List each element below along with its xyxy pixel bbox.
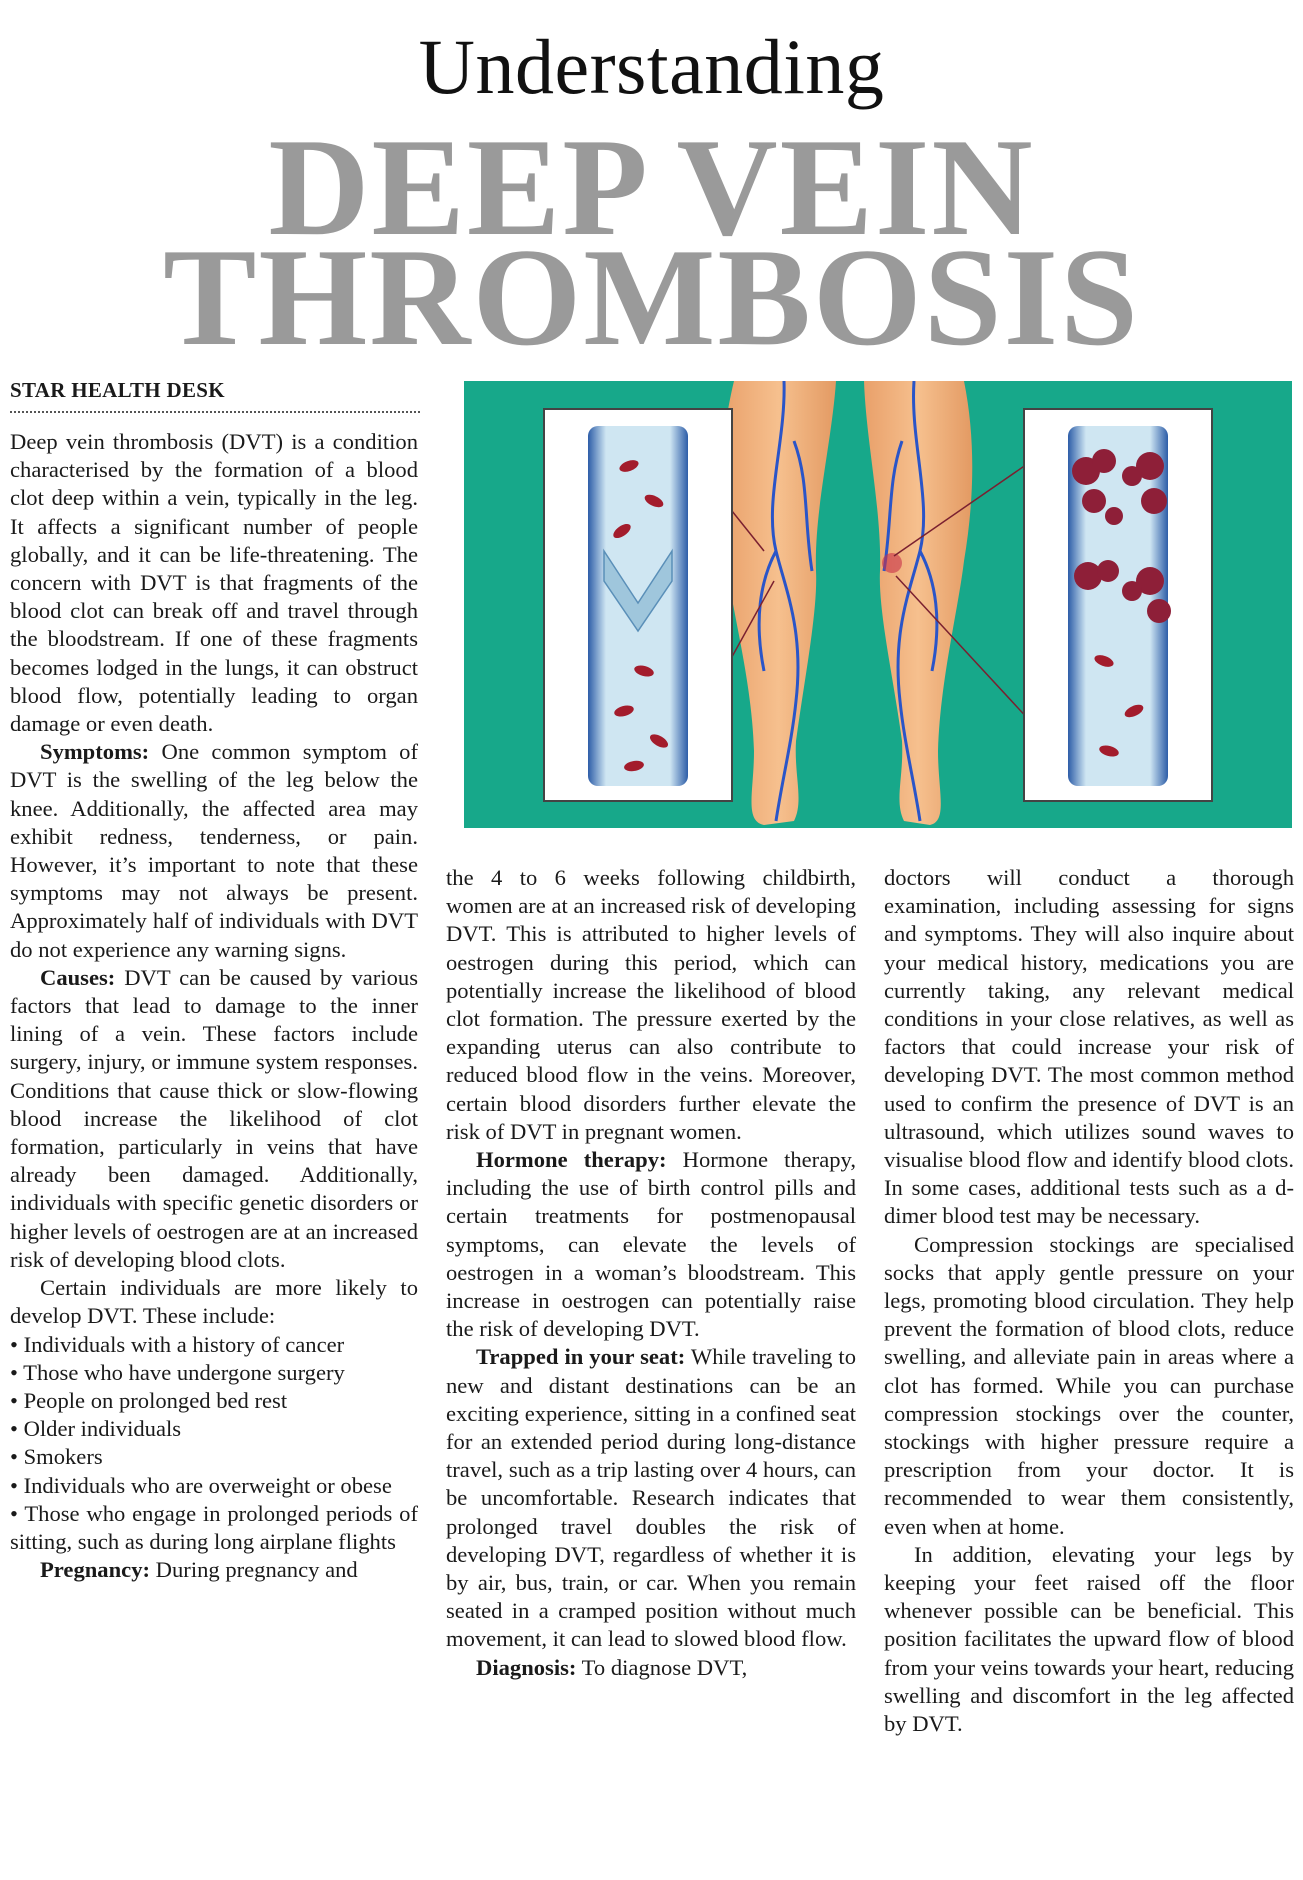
hormone-text: Hormone therapy, including the use of birth control pills and certain treatments for postmenopausal symptoms, can elevate the levels of oestrogen in a woman’s bloodstream. This increase in oestrogen can potentially raise the risk of developing DVT. [446, 1147, 857, 1342]
pregnancy-paragraph-cont: the 4 to 6 weeks following childbirth, women are at an increased risk of developing DVT. This is attributed to higher levels of oestrogen during this period, which can potentially increase the likelihood of blood clot formation. The pressure exerted by the expanding uterus can also contribute to reduced blood flow in the veins. Moreover, certain blood disorders further elevate the risk of DVT in pregnant women. [446, 865, 856, 1144]
hormone-paragraph [446, 1146, 856, 1343]
risk-intro: Certain individuals are more likely to develop DVT. These include: [10, 1275, 418, 1329]
pregnancy-paragraph-start [10, 1556, 418, 1584]
illustration-panel [464, 381, 1292, 828]
symptoms-label: Symptoms: [40, 739, 150, 765]
elevate-paragraph: In addition, elevating your legs by keeping your feet raised off the floor whenever possible can be beneficial. This position facilitates the upward flow of blood from your veins towards your heart, reducing swelling and discomfort in the leg affected by DVT. [884, 1541, 1294, 1737]
clot-spot [882, 553, 902, 573]
stockings-paragraph: Compression stockings are specialised socks that apply gentle pressure on your legs, promoting blood circulation. They help prevent the formation of blood clots, reduce swelling, and alleviate pain in areas where a clot has formed. While you can purchase compression stockings over the counter, stockings with higher pressure require a prescription from your doctor. It is recommended to wear them consistently, even when at home. [884, 1231, 1294, 1539]
list-item: • People on prolonged bed rest [10, 1387, 418, 1415]
byline: STAR HEALTH DESK [10, 378, 420, 413]
diagnosis-paragraph-start [446, 1654, 856, 1682]
diagnosis-paragraph-cont: doctors will conduct a thorough examination, including assessing for signs and symptoms. They will also inquire about your medical history, medications you are currently taking, any relevant medical conditions in your close relatives, as well as factors that could increase your risk of developing DVT. The most common method used to confirm the presence of DVT is an ultrasound, which utilizes sound waves to visualise blood flow and identify blood clots. In some cases, additional tests such as a d-dimer blood test may be necessary. [884, 865, 1294, 1229]
seat-label: Trapped in your seat: [476, 1344, 686, 1370]
list-item: • Older individuals [10, 1415, 418, 1443]
symptoms-text: One common symptom of DVT is the swelling of the leg below the knee. Additionally, the affected area may exhibit redness, tenderness, or pain. However, it’s important to note that these symptoms may not always be present. Approximately half of individuals with DVT do not experience any warning signs. [10, 739, 418, 962]
causes-paragraph [10, 964, 418, 1274]
diagnosis-text-start: To diagnose DVT, [576, 1654, 748, 1680]
pregnancy-label: Pregnancy: [40, 1557, 151, 1583]
article-column-2 [446, 864, 856, 1682]
list-item: • Those who engage in prolonged periods of sitting, such as during long airplane flights [10, 1500, 418, 1556]
seat-text: While traveling to new and distant destinations can be an exciting experience, sitting in a confined seat for an extended period during long-distance travel, such as a trip lasting over 4 hours, can be uncomfortable. Research indicates that prolonged travel doubles the risk of developing DVT, regardless of whether it is by air, bus, train, or car. When you remain seated in a cramped position without much movement, it can lead to slowed blood flow. [446, 1344, 856, 1652]
seat-paragraph [446, 1343, 856, 1653]
article-column-1 [10, 428, 418, 1584]
symptoms-paragraph [10, 738, 418, 964]
headline-kicker: Understanding [418, 23, 885, 110]
article-column-3 [884, 864, 1294, 1738]
diagnosis-label: Diagnosis: [476, 1654, 577, 1680]
headline-line-1: DEEP VEIN [268, 110, 1035, 265]
list-item: • Those who have undergone surgery [10, 1359, 418, 1387]
headline-line-2: THROMBOSIS [163, 220, 1140, 375]
list-item: • Individuals who are overweight or obese [10, 1472, 418, 1500]
causes-text: DVT can be caused by various factors that lead to damage to the inner lining of a vein. These factors include surgery, injury, or immune system responses. Conditions that cause thick or slow-flowing blood increase the likelihood of clot formation, particularly in veins that have already been damaged. Additionally, individuals with specific genetic disorders or higher levels of oestrogen are at an increased risk of developing blood clots. [10, 964, 418, 1272]
list-item: • Individuals with a history of cancer [10, 1331, 418, 1359]
list-item: • Smokers [10, 1443, 418, 1471]
legs-vein-clot-icon [464, 381, 1292, 828]
intro-paragraph: Deep vein thrombosis (DVT) is a condition characterised by the formation of a blood clot deep within a vein, typically in the leg. It affects a significant number of people globally, and it can be life-threatening. The concern with DVT is that fragments of the blood clot can break off and travel through the bloodstream. If one of these fragments becomes lodged in the lungs, it can obstruct blood flow, potentially leading to organ damage or even death. [10, 429, 418, 737]
pregnancy-text-start: During pregnancy and [150, 1557, 358, 1583]
causes-label: Causes: [40, 964, 116, 990]
hormone-label: Hormone therapy: [476, 1147, 667, 1173]
